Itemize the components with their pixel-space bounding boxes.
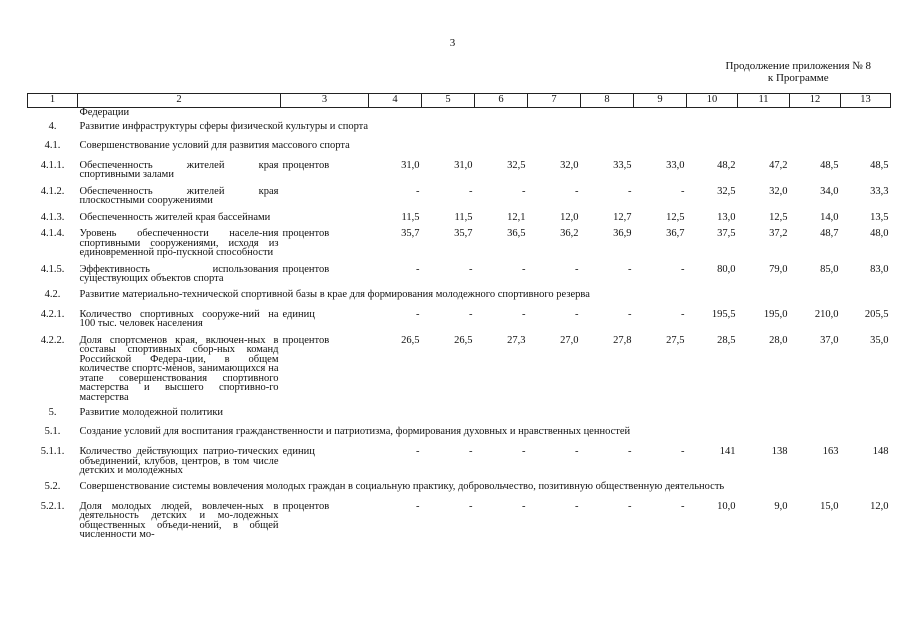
- indicator-value: 31,0: [401, 159, 420, 171]
- indicator-value: 12,5: [769, 211, 788, 223]
- indicator-value: 80,0: [717, 263, 736, 275]
- header-cell-2: 2: [78, 94, 281, 108]
- indicator-value: 205,5: [864, 308, 889, 320]
- indicator-name: Доля молодых людей, вовлечен-ных в деятельность детских и мо-лодежных общественных объеди-нений, в общей численности мо-: [79, 500, 279, 540]
- indicator-name: Уровень обеспеченности населе-ния спортивными сооружениями, исходя из единовременной про-пускной способности: [79, 228, 279, 258]
- indicators-table: [27, 93, 891, 542]
- indicator-name: Обеспеченность жителей края спортивными залами: [79, 159, 279, 180]
- table-row: [28, 497, 891, 542]
- indicator-value: -: [416, 500, 420, 512]
- indicator-value: 13,0: [717, 211, 736, 223]
- indicator-number: 4.1.2.: [40, 185, 65, 197]
- header-cell-12: 12: [790, 94, 841, 108]
- section-title: Развитие молодежной политики: [79, 407, 224, 418]
- section-title: Совершенствование системы вовлечения молодых граждан в социальную практику, добровольчество, позитивную общественную деятельность: [79, 480, 725, 492]
- indicator-value: 48,7: [820, 228, 839, 239]
- indicator-value: 36,9: [613, 228, 632, 239]
- indicator-number: 4.2.1.: [40, 308, 65, 320]
- caption-line-1: Продолжение приложения № 8: [725, 60, 871, 72]
- indicator-value: -: [469, 308, 473, 320]
- indicator-value: 11,5: [454, 211, 473, 223]
- table-row: [28, 156, 891, 182]
- row-number: [28, 108, 78, 118]
- table-row: [28, 305, 891, 331]
- indicator-number: 4.1.5.: [40, 263, 65, 275]
- indicator-value: 26,5: [454, 334, 473, 346]
- indicator-value: 79,0: [769, 263, 788, 275]
- table-row: [28, 442, 891, 478]
- indicator-value: 33,5: [613, 159, 632, 171]
- indicator-value: -: [469, 263, 473, 275]
- table-row: [28, 224, 891, 260]
- section-number: 5.1.: [44, 426, 61, 437]
- indicator-value: -: [575, 500, 579, 512]
- section-row: [28, 286, 891, 305]
- indicator-unit: процентов: [282, 159, 330, 171]
- continued-text: Федерации: [79, 107, 130, 118]
- indicator-value: 35,7: [454, 228, 473, 239]
- indicator-value: -: [416, 446, 420, 457]
- indicator-value: 37,0: [820, 334, 839, 346]
- indicator-value: -: [681, 263, 685, 275]
- table-row: [28, 208, 891, 225]
- indicator-unit: процентов: [282, 334, 330, 346]
- section-number: 4.: [48, 120, 57, 132]
- section-number: 5.: [48, 407, 57, 418]
- indicator-name: Эффективность использования существующих объектов спорта: [79, 263, 279, 284]
- indicator-value: -: [628, 500, 632, 512]
- indicator-value: 26,5: [401, 334, 420, 346]
- section-title: Развитие материально-технической спортивной базы в крае для формирования молодежного спортивного резерва: [79, 288, 590, 300]
- indicator-value: 36,2: [560, 228, 579, 239]
- indicator-number: 4.2.2.: [40, 334, 65, 346]
- header-cell-3: 3: [281, 94, 369, 108]
- indicator-value: 12,7: [613, 211, 632, 223]
- indicator-number: 5.2.1.: [40, 500, 65, 512]
- indicator-value: 148: [872, 446, 889, 457]
- indicator-value: 48,2: [717, 159, 736, 171]
- indicator-value: 10,0: [717, 500, 736, 512]
- indicator-number: 5.1.1.: [40, 446, 65, 457]
- indicator-value: 11,5: [401, 211, 420, 223]
- indicator-value: -: [681, 500, 685, 512]
- indicator-value: 48,5: [820, 159, 839, 171]
- indicator-value: 35,0: [870, 334, 889, 346]
- indicator-value: -: [522, 263, 526, 275]
- indicator-value: -: [469, 185, 473, 197]
- indicator-number: 4.1.4.: [40, 228, 65, 239]
- indicator-value: -: [681, 308, 685, 320]
- indicator-value: -: [681, 446, 685, 457]
- indicator-value: 48,5: [870, 159, 889, 171]
- continuation-row: [28, 108, 891, 118]
- indicator-value: 12,0: [870, 500, 889, 512]
- indicator-name: Количество действующих патрио-тических объединений, клубов, центров, в том числе детских и молодежных: [79, 446, 279, 476]
- indicator-value: -: [522, 500, 526, 512]
- indicator-value: 28,0: [769, 334, 788, 346]
- indicator-value: -: [628, 446, 632, 457]
- indicator-value: 83,0: [870, 263, 889, 275]
- indicator-value: 85,0: [820, 263, 839, 275]
- indicator-value: 36,7: [666, 228, 685, 239]
- table-row: [28, 331, 891, 405]
- indicator-value: 27,8: [613, 334, 632, 346]
- section-row: [28, 118, 891, 137]
- indicator-value: -: [469, 446, 473, 457]
- indicator-name: Доля спортсменов края, включен-ных в составы спортивных сбор-ных команд Российской Федера-ции, в общем количестве спортс-менов, занимающихся на этапе совершенствования спортивного мастерства и высшего спортивно-го мастерства: [79, 334, 279, 403]
- indicator-name: Обеспеченность жителей края бассейнами: [79, 211, 271, 223]
- indicator-value: 141: [719, 446, 736, 457]
- indicator-value: -: [469, 500, 473, 512]
- indicator-value: 13,5: [870, 211, 889, 223]
- caption-line-2: к Программе: [767, 72, 829, 84]
- header-cell-8: 8: [581, 94, 634, 108]
- indicator-value: 32,5: [507, 159, 526, 171]
- section-row: [28, 478, 891, 497]
- table-row: [28, 182, 891, 208]
- header-cell-6: 6: [475, 94, 528, 108]
- indicator-name: Обеспеченность жителей края плоскостными сооружениями: [79, 185, 279, 206]
- section-title: Развитие инфраструктуры сферы физической культуры и спорта: [79, 120, 369, 132]
- section-number: 4.2.: [44, 288, 61, 300]
- indicator-unit: процентов: [282, 500, 330, 512]
- indicator-value: 32,0: [560, 159, 579, 171]
- indicator-value: 32,0: [769, 185, 788, 197]
- section-number: 4.1.: [44, 139, 61, 151]
- header-cell-11: 11: [738, 94, 790, 108]
- indicator-number: 4.1.1.: [40, 159, 65, 171]
- indicator-unit: единиц: [282, 308, 315, 320]
- indicator-unit: [281, 182, 369, 208]
- indicator-value: -: [575, 446, 579, 457]
- indicator-value: 27,3: [507, 334, 526, 346]
- section-row: [28, 137, 891, 156]
- section-title: Создание условий для воспитания гражданственности и патриотизма, формирования духовных и нравственных ценностей: [79, 426, 631, 437]
- table-body: [28, 108, 891, 542]
- header-cell-9: 9: [634, 94, 687, 108]
- table-row: [28, 260, 891, 286]
- indicator-value: -: [416, 308, 420, 320]
- indicator-value: 35,7: [401, 228, 420, 239]
- indicator-name: Количество спортивных сооруже-ний на 100 тыс. человек населения: [79, 308, 279, 329]
- indicator-value: 37,5: [717, 228, 736, 239]
- indicator-value: 163: [822, 446, 839, 457]
- indicator-value: 12,0: [560, 211, 579, 223]
- indicator-value: -: [416, 263, 420, 275]
- indicator-value: 47,2: [769, 159, 788, 171]
- indicator-value: 12,5: [666, 211, 685, 223]
- indicator-value: 27,0: [560, 334, 579, 346]
- indicator-value: -: [575, 263, 579, 275]
- indicator-unit: единиц: [282, 446, 315, 457]
- section-number: 5.2.: [44, 480, 61, 492]
- page-number: 3: [449, 37, 456, 49]
- indicator-unit: процентов: [282, 263, 330, 275]
- header-cell-4: 4: [369, 94, 422, 108]
- indicator-unit: [281, 208, 369, 225]
- indicator-value: 33,3: [870, 185, 889, 197]
- indicator-value: 14,0: [820, 211, 839, 223]
- indicator-value: -: [416, 185, 420, 197]
- indicator-value: 33,0: [666, 159, 685, 171]
- header-cell-5: 5: [422, 94, 475, 108]
- indicator-value: 210,0: [814, 308, 839, 320]
- indicator-value: -: [575, 308, 579, 320]
- indicator-value: 27,5: [666, 334, 685, 346]
- indicator-value: 34,0: [820, 185, 839, 197]
- indicator-value: -: [628, 263, 632, 275]
- section-row: [28, 423, 891, 442]
- table-header-row: [28, 94, 891, 108]
- indicator-value: -: [522, 308, 526, 320]
- indicator-value: 31,0: [454, 159, 473, 171]
- indicator-value: 9,0: [774, 500, 788, 512]
- header-cell-13: 13: [841, 94, 891, 108]
- header-cell-1: 1: [28, 94, 78, 108]
- indicator-value: 138: [771, 446, 788, 457]
- indicator-value: -: [575, 185, 579, 197]
- indicator-unit: процентов: [282, 228, 330, 239]
- indicator-value: 48,0: [870, 228, 889, 239]
- indicator-value: 32,5: [717, 185, 736, 197]
- section-row: [28, 404, 891, 423]
- indicator-value: -: [628, 185, 632, 197]
- indicator-value: 37,2: [769, 228, 788, 239]
- indicator-value: 28,5: [717, 334, 736, 346]
- indicator-value: 195,5: [711, 308, 736, 320]
- indicator-value: 195,0: [763, 308, 788, 320]
- header-cell-7: 7: [528, 94, 581, 108]
- indicator-value: 15,0: [820, 500, 839, 512]
- indicator-value: -: [628, 308, 632, 320]
- indicator-value: -: [522, 185, 526, 197]
- indicator-number: 4.1.3.: [40, 211, 65, 223]
- indicator-value: 12,1: [507, 211, 526, 223]
- indicator-value: -: [681, 185, 685, 197]
- appendix-caption: [726, 60, 871, 84]
- indicator-value: 36,5: [507, 228, 526, 239]
- indicator-value: -: [522, 446, 526, 457]
- section-title: Совершенствование условий для развития массового спорта: [79, 139, 350, 151]
- header-cell-10: 10: [687, 94, 738, 108]
